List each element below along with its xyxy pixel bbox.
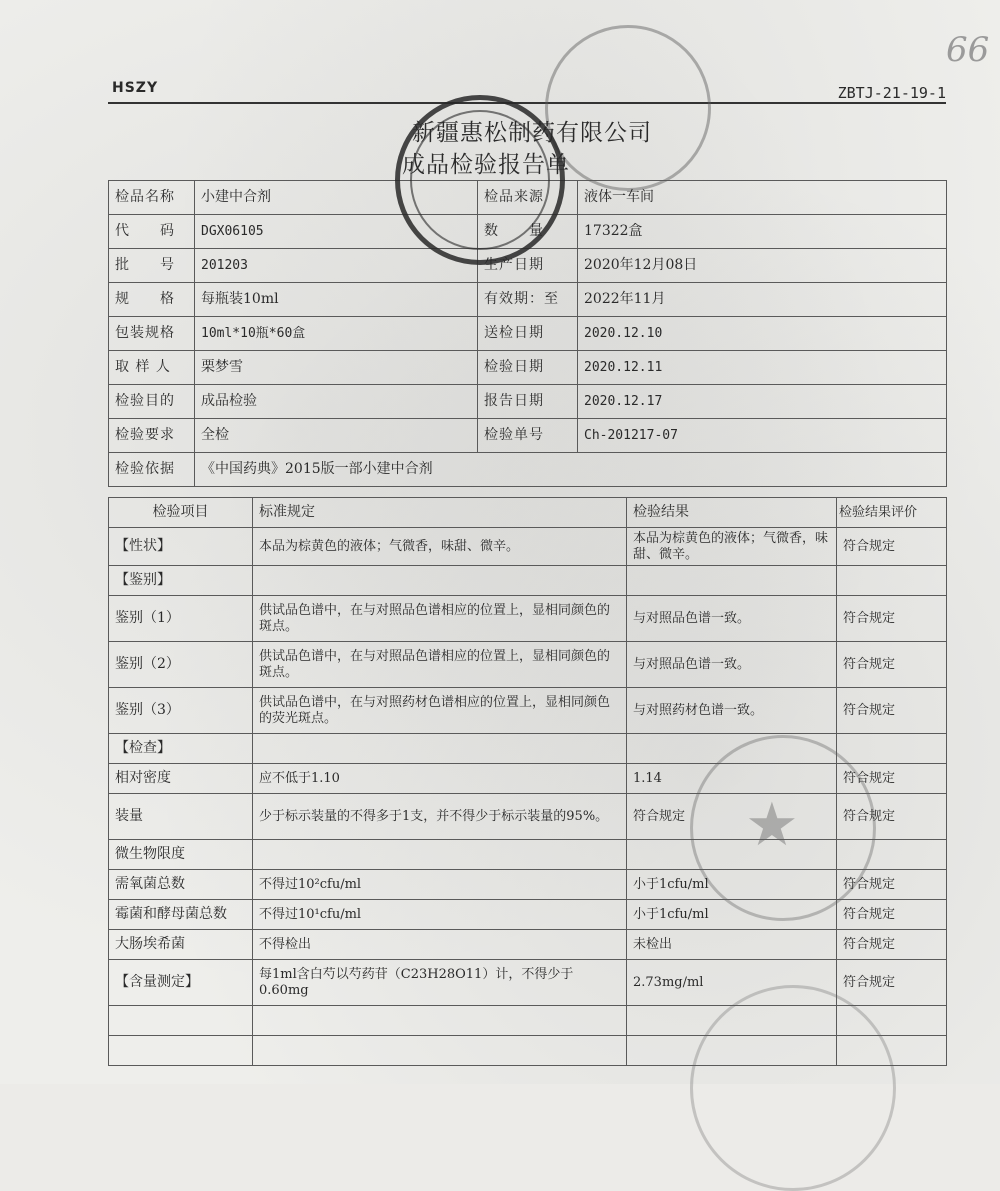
info-label: 报告日期 [478, 385, 578, 419]
column-header: 检验项目 [109, 498, 253, 528]
info-value: 2020.12.10 [578, 317, 947, 351]
info-label: 检品来源 [478, 181, 578, 215]
cell-result: 未检出 [627, 930, 837, 960]
cell-item: 需氧菌总数 [109, 870, 253, 900]
handwritten-page-number: 66 [946, 30, 990, 70]
cell-item: 相对密度 [109, 764, 253, 794]
info-value: 全检 [195, 419, 478, 453]
table-row [109, 930, 947, 960]
cell-verdict: 符合规定 [837, 596, 947, 642]
info-value: 2022年11月 [578, 283, 947, 317]
cell-verdict: 符合规定 [837, 930, 947, 960]
cell-item: 装量 [109, 794, 253, 840]
cell-item: 【检查】 [109, 734, 253, 764]
info-value: 成品检验 [195, 385, 478, 419]
header-left-code: HSZY [112, 80, 159, 96]
cell-standard: 本品为棕黄色的液体；气微香，味甜、微辛。 [253, 528, 627, 566]
cell-verdict: 符合规定 [837, 960, 947, 1006]
table-row [109, 900, 947, 930]
cell-verdict [837, 1036, 947, 1066]
cell-item [109, 1006, 253, 1036]
info-value: 10ml*10瓶*60盒 [195, 317, 478, 351]
info-value: 17322盒 [578, 215, 947, 249]
table-row [109, 870, 947, 900]
cell-result: 本品为棕黄色的液体；气微香，味甜、微辛。 [627, 528, 837, 566]
info-value: 小建中合剂 [195, 181, 478, 215]
cell-item: 鉴别（2） [109, 642, 253, 688]
info-row [109, 385, 947, 419]
info-row [109, 181, 947, 215]
table-row [109, 734, 947, 764]
cell-standard: 少于标示装量的不得多于1支，并不得少于标示装量的95%。 [253, 794, 627, 840]
table-row [109, 596, 947, 642]
cell-standard: 不得检出 [253, 930, 627, 960]
cell-standard: 应不低于1.10 [253, 764, 627, 794]
info-value: 2020.12.11 [578, 351, 947, 385]
info-table [108, 180, 947, 487]
cell-result [627, 1036, 837, 1066]
cell-verdict [837, 840, 947, 870]
cell-standard: 不得过10²cfu/ml [253, 870, 627, 900]
info-label: 批 号 [109, 249, 195, 283]
info-label: 检品名称 [109, 181, 195, 215]
cell-result: 与对照药材色谱一致。 [627, 688, 837, 734]
info-label: 检验目的 [109, 385, 195, 419]
table-row [109, 642, 947, 688]
cell-result: 2.73mg/ml [627, 960, 837, 1006]
cell-item: 【含量测定】 [109, 960, 253, 1006]
header-right-code: ZBTJ-21-19-1 [837, 84, 946, 102]
info-value: 液体一车间 [578, 181, 947, 215]
cell-verdict [837, 1006, 947, 1036]
cell-verdict: 符合规定 [837, 642, 947, 688]
cell-standard [253, 1036, 627, 1066]
document-title: 成品检验报告单 [402, 152, 570, 178]
info-label: 检验单号 [478, 419, 578, 453]
table-row [109, 960, 947, 1006]
info-label: 生产日期 [478, 249, 578, 283]
info-row [109, 215, 947, 249]
cell-result: 小于1cfu/ml [627, 900, 837, 930]
info-value: 每瓶装10ml [195, 283, 478, 317]
table-row [109, 840, 947, 870]
cell-standard: 供试品色谱中，在与对照品色谱相应的位置上，显相同颜色的斑点。 [253, 642, 627, 688]
cell-item: 【鉴别】 [109, 566, 253, 596]
results-table [108, 497, 947, 1066]
table-row [109, 688, 947, 734]
info-label: 送检日期 [478, 317, 578, 351]
info-row [109, 351, 947, 385]
cell-standard: 每1ml含白芍以芍药苷（C23H28O11）计，不得少于0.60mg [253, 960, 627, 1006]
cell-verdict: 符合规定 [837, 870, 947, 900]
cell-verdict: 符合规定 [837, 528, 947, 566]
column-header: 检验结果评价 [837, 498, 947, 528]
header-rule [108, 102, 946, 104]
cell-result [627, 1006, 837, 1036]
info-row [109, 317, 947, 351]
cell-item: 微生物限度 [109, 840, 253, 870]
cell-verdict: 符合规定 [837, 900, 947, 930]
cell-standard: 供试品色谱中，在与对照药材色谱相应的位置上，显相同颜色的荧光斑点。 [253, 688, 627, 734]
cell-item: 霉菌和酵母菌总数 [109, 900, 253, 930]
info-label: 检验日期 [478, 351, 578, 385]
info-label: 有效期：至 [478, 283, 578, 317]
column-header: 标准规定 [253, 498, 627, 528]
column-header: 检验结果 [627, 498, 837, 528]
cell-item: 【性状】 [109, 528, 253, 566]
info-value: Ch-201217-07 [578, 419, 947, 453]
info-label: 规 格 [109, 283, 195, 317]
cell-result: 与对照品色谱一致。 [627, 642, 837, 688]
info-value: DGX06105 [195, 215, 478, 249]
cell-result: 符合规定 [627, 794, 837, 840]
cell-verdict: 符合规定 [837, 688, 947, 734]
cell-standard [253, 840, 627, 870]
cell-item: 鉴别（1） [109, 596, 253, 642]
info-label: 检验依据 [109, 453, 195, 487]
cell-result: 1.14 [627, 764, 837, 794]
cell-verdict [837, 734, 947, 764]
results-header-row [109, 498, 947, 528]
cell-standard: 不得过10¹cfu/ml [253, 900, 627, 930]
cell-result [627, 734, 837, 764]
table-row [109, 794, 947, 840]
cell-result [627, 840, 837, 870]
cell-standard [253, 566, 627, 596]
cell-item: 鉴别（3） [109, 688, 253, 734]
info-value: 2020.12.17 [578, 385, 947, 419]
cell-result: 小于1cfu/ml [627, 870, 837, 900]
table-row [109, 1006, 947, 1036]
table-row [109, 566, 947, 596]
info-value: 栗梦雪 [195, 351, 478, 385]
info-row [109, 249, 947, 283]
info-row [109, 453, 947, 487]
info-row [109, 419, 947, 453]
cell-standard [253, 1006, 627, 1036]
cell-item [109, 1036, 253, 1066]
table-row [109, 528, 947, 566]
info-row [109, 283, 947, 317]
cell-verdict [837, 566, 947, 596]
info-label: 包装规格 [109, 317, 195, 351]
seal-star-icon: ★ [745, 790, 799, 860]
info-value: 201203 [195, 249, 478, 283]
cell-verdict: 符合规定 [837, 794, 947, 840]
table-row [109, 1036, 947, 1066]
cell-standard: 供试品色谱中，在与对照品色谱相应的位置上，显相同颜色的斑点。 [253, 596, 627, 642]
cell-verdict: 符合规定 [837, 764, 947, 794]
cell-result: 与对照品色谱一致。 [627, 596, 837, 642]
info-value: 2020年12月08日 [578, 249, 947, 283]
info-label: 数 量 [478, 215, 578, 249]
info-label: 代 码 [109, 215, 195, 249]
info-label: 检验要求 [109, 419, 195, 453]
table-row [109, 764, 947, 794]
cell-standard [253, 734, 627, 764]
cell-result [627, 566, 837, 596]
info-label: 取 样 人 [109, 351, 195, 385]
info-value: 《中国药典》2015版一部小建中合剂 [195, 453, 947, 487]
cell-item: 大肠埃希菌 [109, 930, 253, 960]
company-name: 新疆惠松制药有限公司 [412, 120, 652, 146]
